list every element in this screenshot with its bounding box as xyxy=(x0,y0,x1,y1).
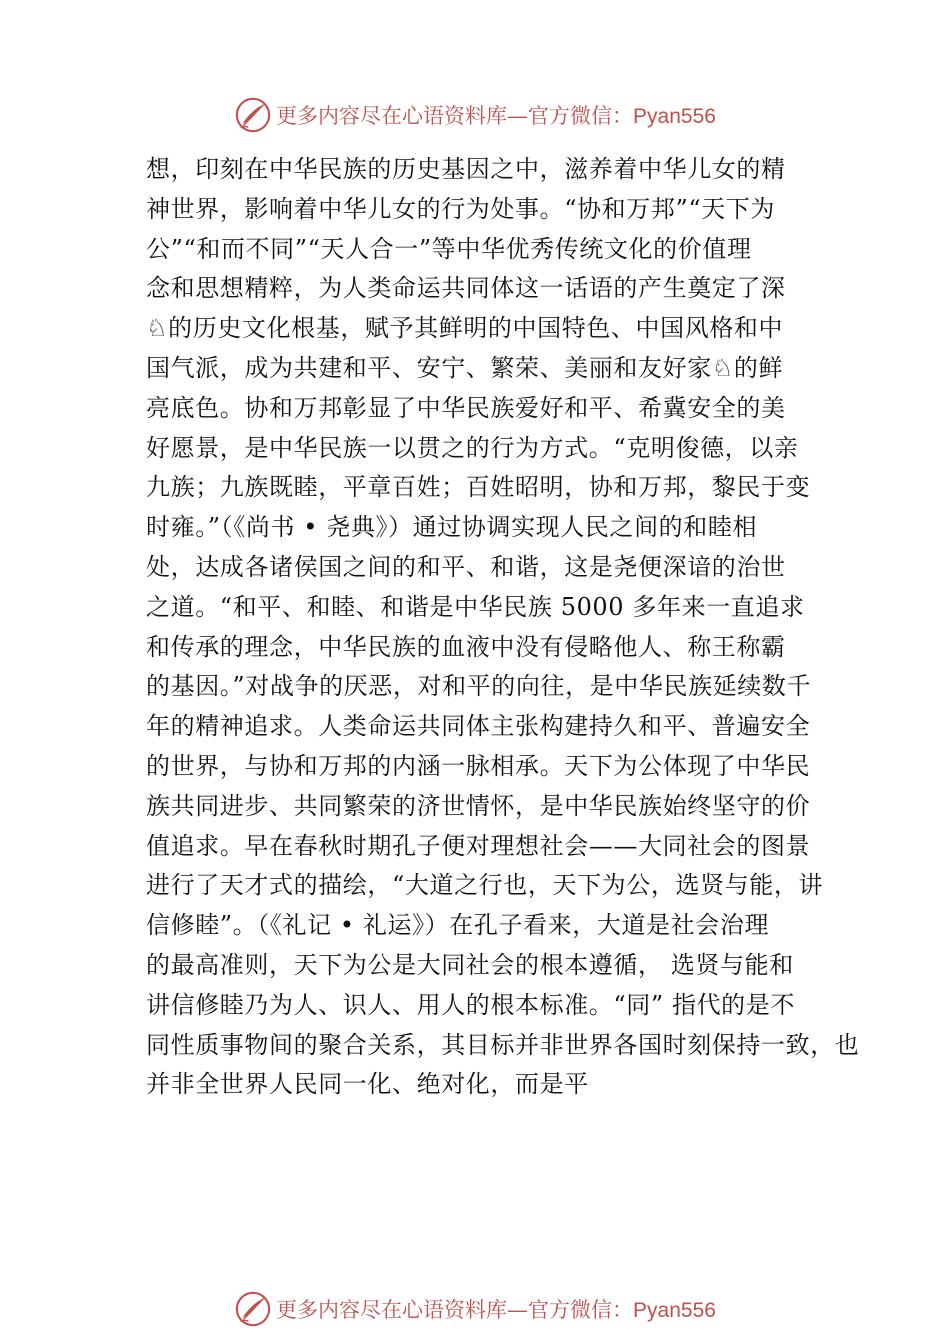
text-line: 想，印刻在中华民族的历史基因之中，滋养着中华儿女的精 xyxy=(146,155,786,183)
text-line: 公”“和而不同”“天人合一”等中华优秀传统文化的价值理 xyxy=(146,234,752,263)
body-text xyxy=(146,150,860,1105)
pen-logo-icon xyxy=(234,1290,272,1328)
pen-logo-icon xyxy=(234,96,272,134)
footer-wechat-label: 官方微信： xyxy=(528,1298,634,1322)
text-line: 同性质事物间的聚合关系，其目标并非世界各国时刻保持一致，也 xyxy=(146,1030,860,1059)
header-wechat-label: 官方微信： xyxy=(528,104,634,128)
footer-banner xyxy=(0,1286,950,1332)
text-line: 并非全世界人民同一化、绝对化，而是平 xyxy=(146,1070,589,1099)
footer-dash: — xyxy=(507,1298,529,1322)
header-banner-text xyxy=(276,100,716,130)
header-banner xyxy=(0,92,950,138)
text-line: 好愿景，是中华民族一以贯之的行为方式。“克明俊德，以亲 xyxy=(146,433,799,462)
text-line: 讲信修睦乃为人、识人、用人的根本标准。“同” 指代的是不 xyxy=(146,990,795,1019)
text-line: 进行了天才式的描绘，“大道之行也，天下为公，选贤与能，讲 xyxy=(146,871,824,900)
text-line: 处，达成各诸侯国之间的和平、和谐，这是尧便深谙的治世 xyxy=(146,552,786,581)
text-line: 亮底色。协和万邦彰显了中华民族爱好和平、希冀安全的美 xyxy=(146,393,786,422)
text-line: 时雍。”（《尚书 • 尧典》）通过协调实现人民之间的和睦相 xyxy=(146,513,758,542)
text-line: 的最高准则，天下为公是大同社会的根本遵循， 选贤与能和 xyxy=(146,950,794,979)
text-line: ♘的历史文化根基，赋予其鲜明的中国特色、中国风格和中 xyxy=(146,314,784,343)
footer-banner-text xyxy=(276,1294,716,1324)
footer-brand: 更多内容尽在心语资料库 xyxy=(276,1298,508,1322)
text-line: 年的精神追求。人类命运共同体主张构建持久和平、普遍安全 xyxy=(146,712,811,741)
text-line: 之道。“和平、和睦、和谐是中华民族 5000 多年来一直追求 xyxy=(146,592,805,621)
text-line: 值追求。早在春秋时期孔子便对理想社会——大同社会的图景 xyxy=(146,831,811,860)
text-line: 信修睦”。（《礼记 • 礼运》）在孔子看来，大道是社会治理 xyxy=(146,911,770,940)
text-line: 念和思想精粹，为人类命运共同体这一话语的产生奠定了深 xyxy=(146,274,786,303)
header-brand: 更多内容尽在心语资料库 xyxy=(276,104,508,128)
text-line: 的基因。”对战争的厌恶，对和平的向往，是中华民族延续数千 xyxy=(146,672,812,701)
footer-wechat-id: Pyan556 xyxy=(633,1299,716,1322)
text-line: 和传承的理念，中华民族的血液中没有侵略他人、称王称霸 xyxy=(146,632,786,661)
text-line: 国气派，成为共建和平、安宁、繁荣、美丽和友好家♘的鲜 xyxy=(146,353,784,382)
text-line: 族共同进步、共同繁荣的济世情怀，是中华民族始终坚守的价 xyxy=(146,791,811,820)
header-dash: — xyxy=(507,104,529,128)
header-wechat-id: Pyan556 xyxy=(633,105,716,128)
text-line: 神世界，影响着中华儿女的行为处事。“协和万邦”“天下为 xyxy=(146,194,776,223)
text-line: 九族；九族既睦，平章百姓；百姓昭明，协和万邦，黎民于变 xyxy=(146,473,811,502)
text-line: 的世界，与协和万邦的内涵一脉相承。天下为公体现了中华民 xyxy=(146,751,811,780)
